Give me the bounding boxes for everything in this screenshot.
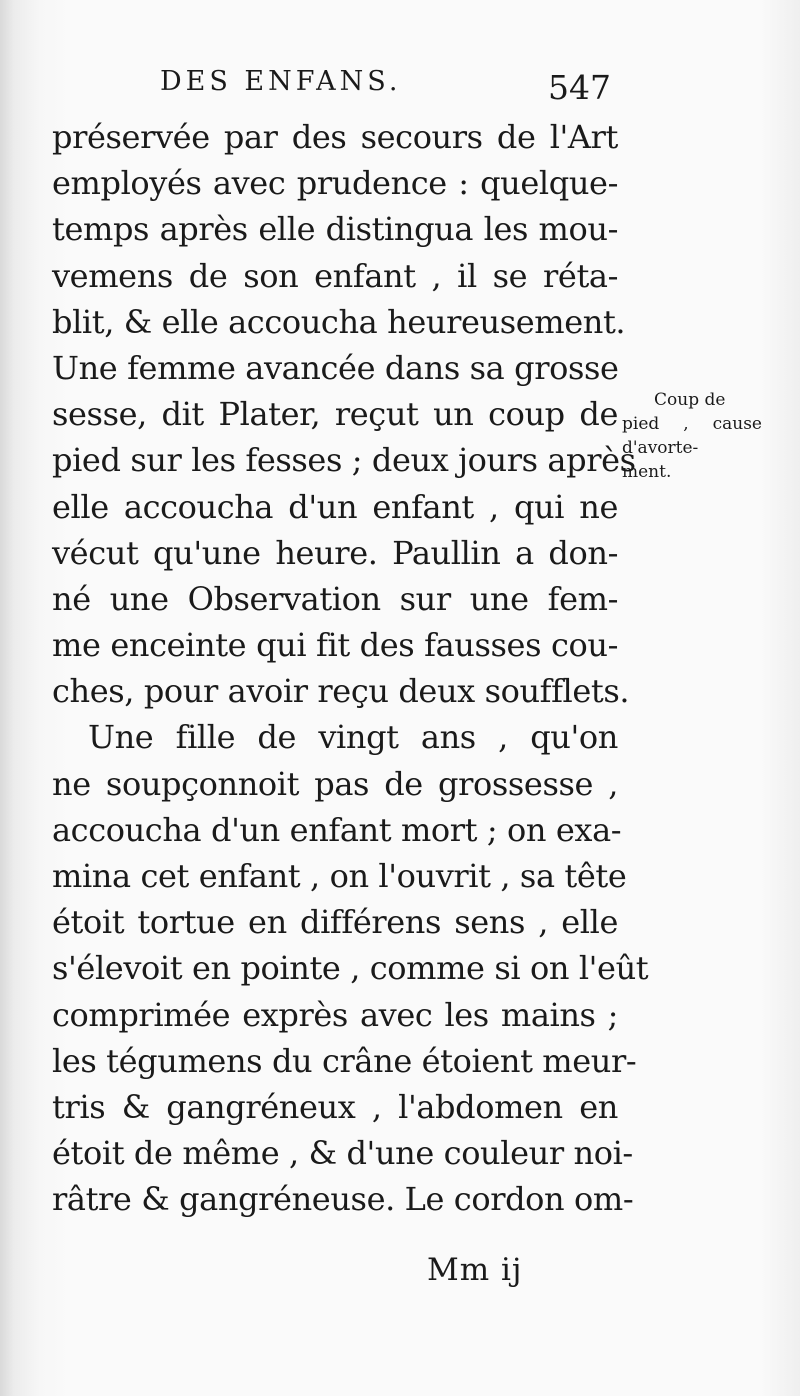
text-line: mina cet enfant , on l'ouvrit , sa tête <box>52 857 627 895</box>
text-line: tris & gangréneux , l'abdomen en <box>52 1087 618 1126</box>
body-text <box>52 114 649 1223</box>
margin-note-line: ment. <box>622 462 672 482</box>
text-line: né une Observation sur une fem- <box>52 579 618 618</box>
text-line: vemens de son enfant , il se réta- <box>52 256 618 295</box>
text-line: préservée par des secours de l'Art <box>52 118 618 156</box>
text-line: elle accoucha d'un enfant , qui ne <box>52 487 618 526</box>
text-line: râtre & gangréneuse. Le cordon om- <box>52 1180 634 1219</box>
text-line: me enceinte qui fit des fausses cou- <box>52 626 618 665</box>
margin-note-line: d'avorte- <box>622 438 699 458</box>
text-line: ches, pour avoir reçu deux soufflets. <box>52 672 630 711</box>
text-line: temps après elle distingua les mou- <box>52 210 618 249</box>
text-line: comprimée exprès avec les mains ; <box>52 995 618 1034</box>
margin-note <box>622 388 762 484</box>
text-line: Une femme avancée dans sa grosse <box>52 348 619 387</box>
text-line: employés avec prudence : quelque- <box>52 164 618 203</box>
running-title: DES ENFANS. <box>160 66 402 97</box>
text-line: les tégumens du crâne étoient meur- <box>52 1041 637 1080</box>
text-line: accoucha d'un enfant mort ; on exa- <box>52 810 622 849</box>
text-line: sesse, dit Plater, reçut un coup de <box>52 395 618 434</box>
text-line: ne soupçonnoit pas de grossesse , <box>52 764 618 803</box>
margin-note-line: Coup de <box>654 390 726 410</box>
text-line: étoit tortue en différens sens , elle <box>52 903 618 942</box>
text-line: s'élevoit en pointe , comme si on l'eût <box>52 949 649 988</box>
page-number: 547 <box>548 68 611 107</box>
text-line: pied sur les fesses ; deux jours après <box>52 441 636 480</box>
signature-mark: Mm ij <box>427 1252 523 1288</box>
text-line: Une fille de vingt ans , qu'on <box>88 718 618 757</box>
text-line: étoit de même , & d'une couleur noi- <box>52 1134 633 1173</box>
margin-note-line: pied , cause <box>622 414 762 434</box>
text-line: vécut qu'une heure. Paullin a don- <box>52 533 618 572</box>
text-line: blit, & elle accoucha heureusement. <box>52 302 626 341</box>
